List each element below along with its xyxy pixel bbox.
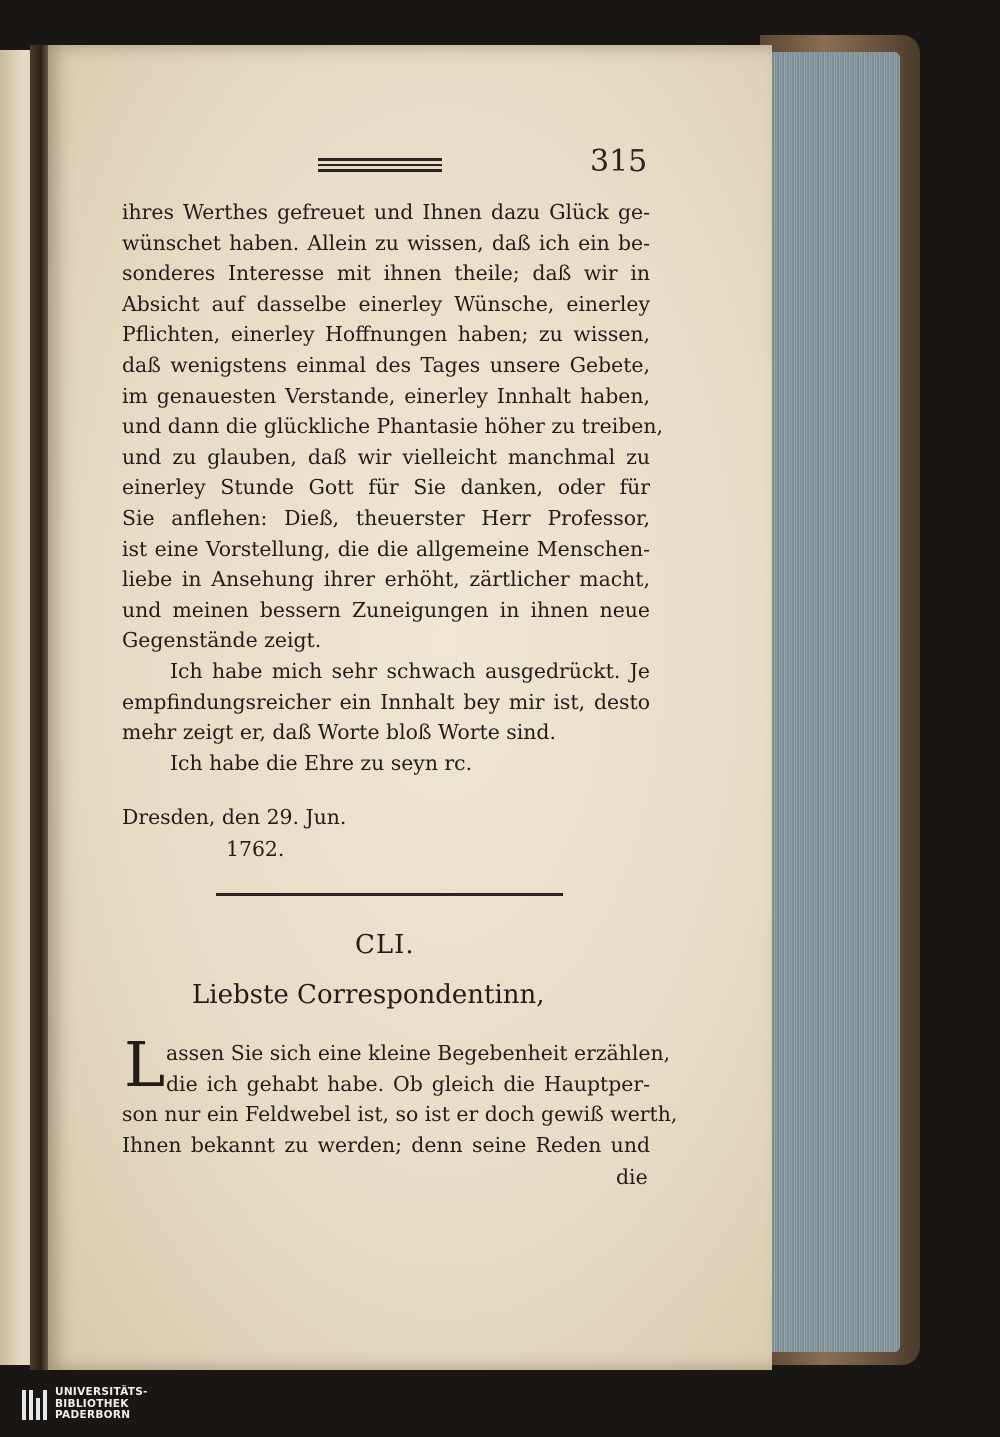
text-line: Sie anflehen: Dieß, theuerster Herr Professor, (122, 505, 650, 530)
text-line: Absicht auf dasselbe einerley Wünsche, einerley (122, 291, 650, 316)
letter-continuation-text (122, 197, 663, 778)
new-letter-text (122, 1038, 678, 1160)
year: 1762. (226, 837, 285, 861)
page-block-edges (765, 52, 900, 1352)
logo-bars-icon (22, 1390, 47, 1420)
logo-line: UNIVERSITÄTS- (55, 1386, 148, 1398)
text-line: mehr zeigt er, daß Worte bloß Worte sind. (122, 720, 556, 745)
text-line: assen Sie sich eine kleine Begebenheit erzählen, (166, 1041, 671, 1065)
text-line: ihres Werthes gefreuet und Ihnen dazu Glück ge- (122, 200, 650, 224)
logo-text (55, 1387, 148, 1422)
drop-cap: L (124, 1028, 166, 1101)
text-line: son nur ein Feldwebel ist, so ist er doch gewiß werth, (122, 1102, 678, 1127)
text-line: sonderes Interesse mit ihnen theile; daß wir in (122, 261, 650, 286)
logo-line: BIBLIOTHEK (55, 1397, 129, 1410)
text-line: Ich habe die Ehre zu seyn rc. (170, 750, 473, 775)
text-line: und zu glauben, daß wir vielleicht manchmal zu (122, 444, 650, 469)
logo-line: PADERBORN (55, 1409, 131, 1421)
salutation: Liebste Correspondentinn, (192, 980, 545, 1010)
catchword: die (616, 1165, 648, 1189)
text-line: daß wenigstens einmal des Tages unsere Gebete, (122, 352, 650, 377)
section-divider (216, 893, 563, 896)
library-logo (22, 1387, 148, 1422)
place-date: Dresden, den 29. Jun. (122, 805, 347, 829)
header-ornament-rule (318, 158, 442, 172)
text-line: Gegenstände zeigt. (122, 628, 322, 653)
text-line: Ich habe mich sehr schwach ausgedrückt. Je (170, 658, 650, 683)
text-line: empfindungsreicher ein Innhalt bey mir ist, desto (122, 689, 650, 714)
text-line: Pflichten, einerley Hoffnungen haben; zu wissen, (122, 322, 650, 347)
text-line: Ihnen bekannt zu werden; denn seine Reden und (122, 1132, 650, 1157)
page-number: 315 (590, 144, 648, 179)
text-line: und dann die glückliche Phantasie höher zu treiben, (122, 414, 663, 439)
text-line: die ich gehabt habe. Ob gleich die Hauptper- (166, 1071, 650, 1096)
text-line: ist eine Vorstellung, die die allgemeine Menschen- (122, 536, 650, 561)
text-line: im genauesten Verstande, einerley Innhalt haben, (122, 383, 650, 408)
letter-number: CLI. (355, 930, 415, 960)
text-line: wünschet haben. Allein zu wissen, daß ich ein be- (122, 230, 650, 255)
book-gutter (30, 45, 48, 1370)
text-line: und meinen bessern Zuneigungen in ihnen neue (122, 597, 650, 622)
text-line: einerley Stunde Gott für Sie danken, oder für (122, 475, 650, 500)
text-line: liebe in Ansehung ihrer erhöht, zärtlicher macht, (122, 567, 650, 592)
